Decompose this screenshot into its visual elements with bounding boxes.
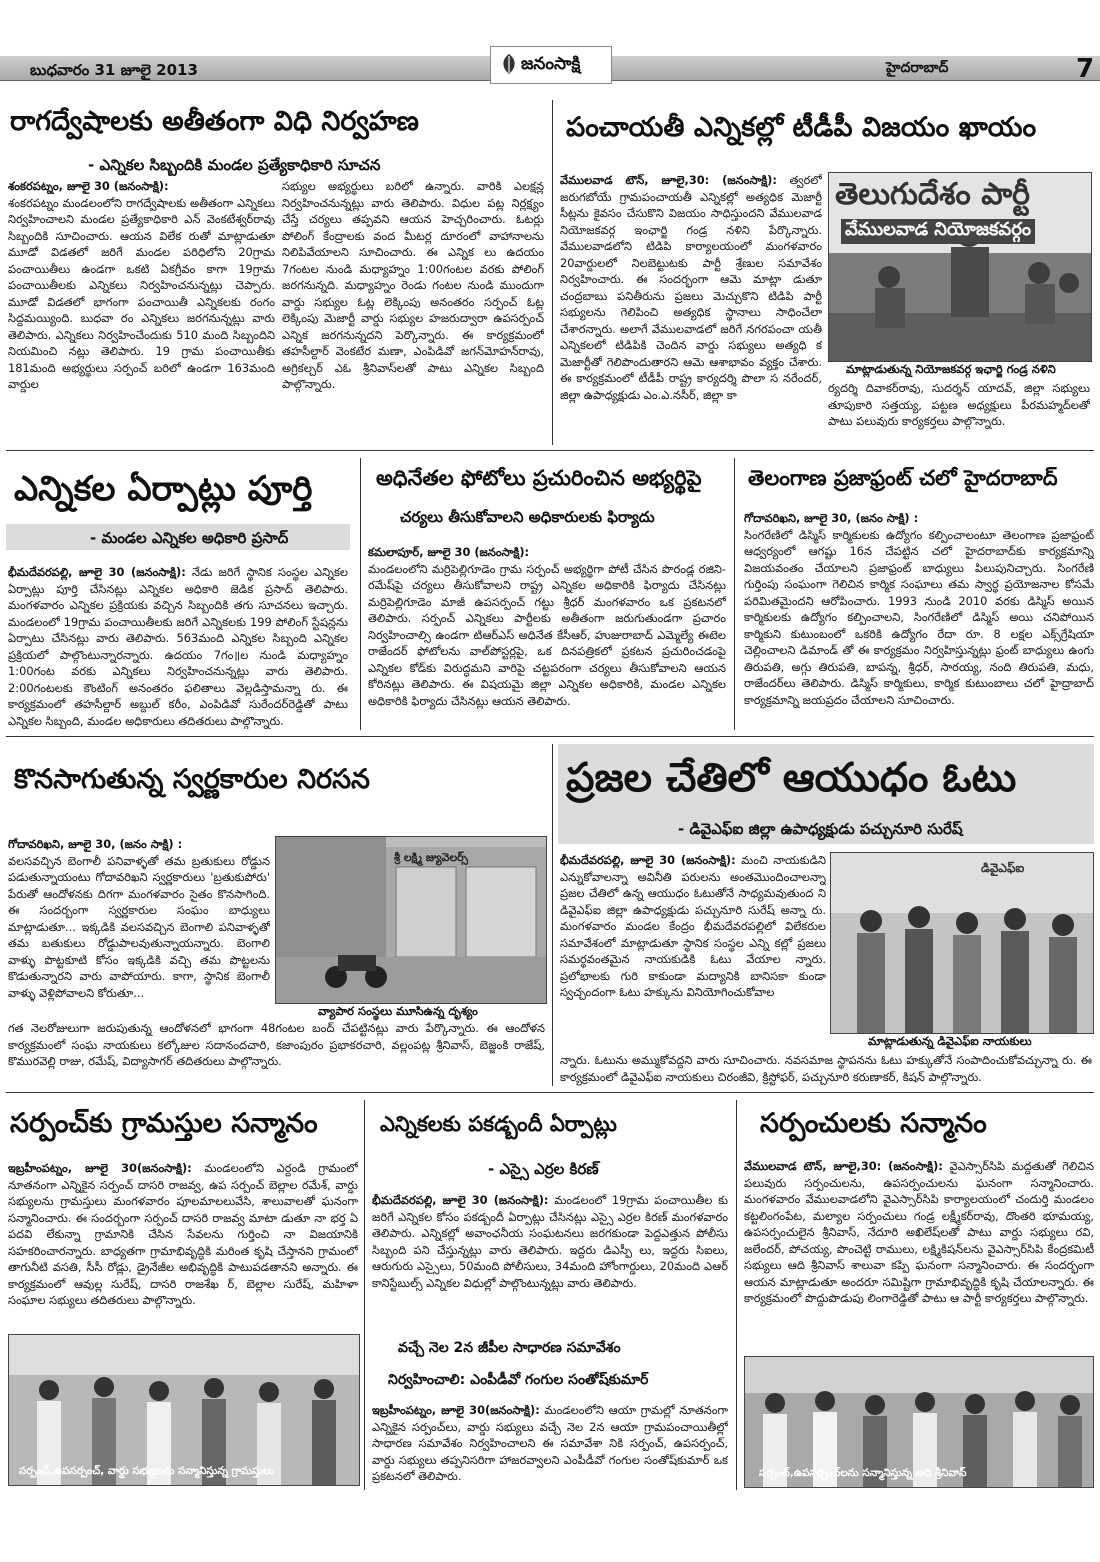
photo-banner-subtext: వేములవాడ నియోజకవర్గం: [841, 219, 1035, 244]
article-a7-col: [560, 852, 826, 1052]
headline-a11: సర్పంచులకు సన్మానం: [760, 1108, 987, 1139]
photo-banner-dyfi: డివైఎఫ్ఐ: [981, 861, 1025, 875]
article-a2-col1: [560, 172, 822, 447]
article-a10: [372, 1402, 728, 1492]
photo-sarpanch-felicitation: [8, 1334, 360, 1486]
issue-date: బుధవారం 31 జూలై 2013: [30, 61, 198, 79]
page-number: 7: [1076, 54, 1095, 84]
headline-a3: ఎన్నికల ఏర్పాట్లు పూర్తి: [14, 469, 313, 509]
subhead-a9: - ఎస్సై ఎర్రల కిరణ్: [488, 1160, 599, 1178]
article-a2-col2: [828, 380, 1090, 446]
article-a6-col: [8, 836, 270, 1018]
article-a4: [368, 544, 726, 729]
dateline-a4: కమలాపూర్, జూలై 30 (జనంసాక్షి):: [368, 545, 530, 559]
column-divider: [360, 458, 361, 730]
headline-a5: తెలంగాణ ప్రజాఫ్రంట్ చలో హైదరాబాద్: [748, 466, 1058, 490]
article-a6-text2: గత నెలరోజులుగా జరుపుతున్న ఆందోళనలో భాగంగా 48గంటల బంద్ చేపట్టినట్లు వారు పేర్కొన్నారు. ఈ ఆందోళన కార్యక్రమంలో సంఘ నాయకులు కల్కోజుల సదానందచారి, కజాంపురం ప్రభాకరచారి, వల్లంపట్ల శ్రీనివాస్, బెజ్జంకి రాజేష్, కొమురవెల్లి రాజు, రమేష్, విద్యాసాగర్ తదితరులు పాల్గొన్నారు.: [8, 1021, 545, 1068]
dateline-a9: భీమదేవరపల్లి, జూలై 30 (జనంసాక్షి):: [372, 1193, 549, 1207]
article-a6-wide: [8, 1020, 545, 1084]
subhead-a4: చర్యలు తీసుకోవాలని అధికారులకు ఫిర్యాదు: [400, 508, 655, 526]
article-a10-text: మండలంలోని ఆయా గ్రామల్లో నూతనంగా ఎన్నికైన సర్పంచ్‌లు, వార్డు సభ్యులు వచ్చే నెల 2న ఆయా గ్రామపంచాయితీల్లో సాధారణ సమావేశం నిర్వహించాలని ఈ సమావేశా నికి సర్పంచ్, ఉపసర్పంచ్, వార్డు సభ్యులు తప్పనిసరిగా హాజరవ్వాలని ఎంపీడీవో గంగుల సంతోష్‌కుమార్ ఒక ప్రకటనలో తెలిపారు.: [372, 1403, 728, 1483]
headline-a4: అధినేతల ఫోటోలు ప్రచురించిన అభ్యర్థిపై: [376, 466, 702, 490]
newspaper-logo: [490, 46, 612, 84]
article-a6-text1: వలసవచ్చిన బెంగాలీ పనివాళ్ళతో తమ బ్రతుకులు రోడ్డున పడుతున్నాయంటు గోదావరిఖని స్వర్ణకారులు 'బ్రతుకుపోరు' పేరుతో ఆందోళనకు దిగగా మంగళవారం సైతం కొనసాగింది. ఈ సందర్బంగా స్వర్ణకారుల సంఘం బాధ్యులు మాట్లాడుతూ... ఇక్కడికి వలసవచ్చిన బెంగాలి పనివాళ్ళతో తమ బతుకులు రోడ్డుపాలవుతున్నాయన్నారు. బెంగాలి వాళ్ళు పొట్టకూటి కోసం ఇక్కడికి వచ్చి తమ పొట్టలను కొడుతున్నారని వారు వాపోయారు. కాగా, స్థానిక బెంగాలీ వాళ్ళు వెళ్లిపోవాలని కోరుతూ...: [8, 853, 270, 1000]
headline-a7: ప్రజల చేతిలో ఆయుధం ఓటు: [566, 755, 1017, 801]
article-a1-col2: [282, 178, 544, 443]
article-a8-text: మండలంలోని ఎర్దండి గ్రామంలో నూతనంగా ఎన్నికైన సర్పంచ్ దాసరి రాజవ్వ, ఉప సర్పంచ్ బెల్లాల రమేశ్, వార్డు సభ్యులను గ్రామస్తులు మంగళవారం పూలమాలలువేసి, శాలువాలతో ఘనంగా సన్మానించారు. ఈ సందర్బంగా సర్పంచ్ దాసరి రాజవ్వ మాటా డుతూ నా భర్త ఏ పదవి లేకున్నా గ్రామానికి చేసిన సేవలను గుర్తించి నా విజయానికి సహకరించారన్నారు. బాధ్యతగా గ్రామాభివృద్ధికి మరింత కృషి చేస్తానని గ్రామంలో తాగునీటి వసతి, సీసీ రోడ్లు, డ్రైనేజీల అభివృద్ధికి పాటుపడతానని అన్నారు. ఈ కార్యక్రమంలో ఆవుల్ల సురేష్, దాసరి రాజశేఖ ర్, బెల్లాల సురేష్, మహిళా సంఘాల సభ్యులు తదితరులు పాల్గొన్నారు.: [8, 1161, 358, 1307]
headline-a2: పంచాయతీ ఎన్నికల్లో టీడీపీ విజయం ఖాయం: [566, 112, 1037, 143]
article-a1-col1: [8, 178, 275, 443]
dateline-a10: ఇబ్రహీంపట్నం, జూలై 30(జనంసాక్షి):: [372, 1403, 540, 1417]
article-a7-text1: మంచి నాయకుడిని ఎన్నుకోవాలన్నా అవినీతి పరులను అంతమొందించాలన్నా ప్రజల చేతిలో ఉన్న ఆయుధం ఓటుతోనే సాధ్యమవుతుంద ని డివైఎఫ్ఐ జిల్లా ఉపాధ్యక్షుడు పచ్చునూరి సురేష్ అన్నా రు. మంగళవారం మండల కేంద్రం భీమదేవరపల్లిలో విలేకరుల సమావేశంలో మాట్లాడుతూ స్థానిక సంస్థల ఎన్ని కల్లో ప్రజలు సమర్థవంతమైన నాయకుడికి ఓటు వేయాల న్నారు. ప్రలోభాలకు గురి కాకుండా మద్యానికి బానిసకా కుండా స్వచ్చందంగా ఓటు హక్కును వినియోగించుకోవాల: [560, 853, 826, 999]
article-a7-wide: [560, 1052, 1092, 1086]
column-divider: [552, 744, 553, 1086]
photo-dyfi-leaders-image: [831, 853, 1093, 1033]
subhead-a3: - మండల ఎన్నికల అధికారి ప్రసాద్: [90, 529, 289, 547]
column-divider: [736, 1100, 737, 1490]
dateline-a11: వేములవాడ టౌన్, జూలై,30: (జనంసాక్షి):: [744, 1159, 943, 1173]
dateline-a3: భీమదేవరపల్లి, జూలై 30 (జనంసాక్షి):: [8, 565, 186, 579]
caption-a6: వ్యాపార సంస్థలు మూసిఉన్న దృశ్యం: [318, 1004, 478, 1018]
logo-wordmark: జనంసాక్షి: [521, 54, 581, 74]
column-divider: [552, 100, 553, 445]
article-a3-text: నేడు జరిగే స్థానిక సంస్థల ఎన్నికల ఏర్పాట్లు పూర్తి చేసినట్లు ఎన్నికల అధికారి జెడిక ప్రసాద్ తెలిపారు. మంగళవారం ఎన్నికల ప్రక్రియకు వచ్చిన సిబ్బందికి తగు సూచనలు ఇచ్చారు. మండలంలో 19గ్రామ పంచాయితీలకు జరిగే ఎన్నికలకు 199 పోలింగ్ స్టేషన్లను ఏర్పాటు చేసినట్లు వారు తెలిపారు. 563మంది ఎన్నికల సిబ్బంది ఎన్నికల ప్రక్రియలో పాల్గొంటున్నారన్నారు. ఉదయం 7గం॥ల నుండి మధ్యాహ్నం 1:00గంట వరకు ఎన్నికలు నిర్వహించనున్నట్లు వారు తెలిపారు. 2:00గంటలకు కౌంటింగ్ అనంతరం ఫలితాలు వెల్లడిస్తామన్నా రు. ఈ కార్యక్రమంలో తహసీల్దార్ అబ్దుల్ కరీం, ఎంపిడివో సురేందర్‌రెడ్డితో పాటు ఎన్నికల సిబ్బంది, మండల అధికారులు తదితరులు పాల్గొన్నారు.: [8, 565, 348, 728]
article-a1-text2: సభ్యుల అభ్యర్థులు బరిలో ఉన్నారు. వారికి ఎలక్షన్ల నిర్వహించనున్నట్లు వారు తెలిపారు. విధుల పట్ల నిర్లక్ష్యం చేస్తే చర్యలు తప్పవని ఆయన హెచ్చరించారు. ఓటర్లు పోలింగ్ కేంద్రాలకు వంద మీటర్ల దూరంలో వాహానాలను నిలిపివేయాలని సూచించారు. ఈ ఎన్నిక లు ఉదయం 7గంటల నుండి మధ్యాహ్నం 1:00గంటల వరకు పోలింగ్ జరగనున్నది. మధ్యాహ్నం రెండు గంటల నుండి ముందుగా వార్డు సభ్యుల ఓట్ల లెక్కింపు అనంతరం సర్పంచ్ ఓట్ల లెక్కింపు మెజార్టీ వార్డు సభ్యుల హజరుద్వారా ఉపసర్పంచ్ ఎన్నిక జరగనున్నదని పెర్కొన్నారు. ఈ కార్యక్రమంలో తహసీల్దార్ వెంకటేర మణా, ఎంపిడివో జగన్‌మోహన్‌రావు, అగ్రికల్చర్ ఎఓ శ్రీనివాస్‌లతో పాటు ఎన్నికల సిబ్బంది పాల్గొన్నారు.: [282, 179, 544, 391]
article-a9-text: మండలంలో 19గ్రామ పంచాయితీల కు జరిగే ఎన్నికల కోసం పకడ్బందీ ఏర్పాట్లు చేసినట్లు ఎస్సై ఎర్రల కిరణ్ మంగళవారం తెలిపారు. ఎన్నికల్లో అవాంఛనీయ సంఘటనలు జరగకుండా పెద్దఎత్తున పోలీసు సిబ్బంది పని చేస్తున్నట్లు వారు తెలిపారు. ఇద్దరు డిఎస్పీ లు, ఇద్దరు సిఐలు, ఆరుగురు ఎస్సైలు, 50మంది పోలీసులు, 34మంది హోంగార్డులు, 20మంది ఎఆర్ కానిస్టేబుల్స్ ఎన్నికల విధుల్లో పాల్గొంటున్నట్లు వారు తెలిపారు.: [372, 1193, 728, 1290]
dateline-a6: గోదావరిఖని, జూలై 30, (జనం సాక్షి) :: [8, 837, 183, 851]
article-a4-text: మండలంలోని మర్రిపెల్లిగూడెం గ్రామ సర్పంచ్ అభ్యర్థిగా పోటీ చేసిన పొరండ్ల రజిని-రమేష్‌పై చర్యలు తీసుకోవాలని రాష్ట్ర ఎన్నికల అధికారికి ఫిర్యాదు చేసినట్లు మర్రిపెల్లిగూడెం మాజీ ఉపసర్పంచ్ గట్టు శ్రీధర్ మంగళవారం ఒక ప్రకటనలో తెలిపారు. సర్పంచ్ ఎన్నికలు పార్టీలకు అతీతంగా జరుగుతుండగా ప్రచారం నిర్వహించాల్సి ఉండగా టిఆర్‌ఎస్ అధినేత కేసీఆర్, హుజురాబాద్ ఎమ్మెల్యే ఈటెల రాజేందర్ ఫోటోలను వాల్‌పోస్టర్లపై, ఒక దినపత్రికలో ప్రకటన ప్రచురించడంపై ఎన్నికల కోడ్‌కు విరుద్ధమని వారిపై చట్టపరంగా చర్యలు తీసుకోవాలని ఆయన కోరినట్లు తెలిపారు. ఈ విషయమై జిల్లా ఎన్నికల అధికారికి, మండల ఎన్నికల అధికారికి ఫిర్యాదు చేసినట్లు ఆయన తెలిపారు.: [368, 561, 726, 708]
article-a11: [744, 1158, 1094, 1354]
row-divider: [6, 736, 1094, 737]
headline-a1: రాగద్వేషాలకు అతీతంగా విధి నిర్వహణ: [10, 106, 419, 137]
subhead-a7: - డివైఎఫ్ఐ జిల్లా ఉపాధ్యక్షుడు పచ్చునూరి సురేష్: [678, 820, 963, 838]
article-a2-text1: త్వరలో జరుగబోయే గ్రామపంచాయతీ ఎన్నికల్లో అత్యధిక మెజార్టీ సీట్లను కైవసం చేసుకొని విజయం సాధిస్తుందని వేములవాడ నియోజకవర్గ ఇంఛార్జి గండ్ర నళిని పేర్కొన్నారు. వేములవాడలోని టిడిపి కార్యాలయంలో మంగళవారం 20వార్డులలో నిలబెట్టుటకు పార్టీ శ్రేణుల సమావేశం నిర్వహించారు. ఈ సందర్భంగా ఆమె మాట్లా డుతూ చంద్రబాబు పనితీరును ప్రజలు మెచ్చుకొని టిడిపి పార్టీ సభ్యులను గెలిపించి అత్యధిక స్థానాలు సాధించేలా చేశారన్నారు. అలాగే వేములవాడలో జరిగే నగరపంచా యతీ ఎన్నికలలో టిడిపికి చెందిన వార్డు సభ్యులు అత్యధి క మెజార్టీతో గెలిపొందుతారని ఆమె ఆశాభావం వ్యక్తం చేశారు. ఈ కార్యక్రమంలో టీడీపీ రాష్ట్ర కార్యదర్శి పొలా స నరేందర్, జిల్లా ఉపాధ్యక్షుడు ఎం.ఎ.నసీర్, జిల్లా కా: [560, 173, 822, 402]
headline-a9: ఎన్నికలకు పకడ్బందీ ఏర్పాట్లు: [380, 1112, 617, 1136]
headline-a10-line2: నిర్వహించాలి: ఎంపీడీవో గంగుల సంతోష్‌కుమార్: [388, 1372, 649, 1388]
article-a5: [744, 510, 1094, 730]
article-a11-text: వైఎస్సార్‌సిపి మద్దతుతో గెలిచిన పలువురు సర్పంచులను, ఉపసర్పంచులను ఘనంగా సన్మానించారు. మంగళవారం వేములవాడలోని వైఎస్సార్‌సిపి కార్యాలయంలో చందుర్తి మండలం కట్టలింగంపేట, మల్యాల సర్పంచులు గండ్ర లక్ష్మీకర్‌రావు, దొంతరి భూమయ్య, ఉపసర్పంచులైన శ్రీనివాస్, నేదూరి అఖిలేష్‌లతో పాటు వార్డు సభ్యులు రవి, జలేందర్, పోచయ్య, పొంచెట్టి రాములు, లక్ష్మికిషన్‌లను వైఎస్సార్‌సిపి కేంద్రకమిటీ సభ్యులు ఆది శ్రీనివాస్ శాలువా కప్పి ఘనంగా సన్మానించారు. ఈ సందర్భంగా ఆయన మాట్లాడుతూ అందరూ సమిష్టిగా గ్రామాభివృద్ధికి కృషి చేయాలన్నారు. ఈ కార్యక్రమంలో పొద్దుపొడుపు లింగారెడ్డితో పాటు ఆ పార్టీ కార్యకర్తలు పాల్గొన్నారు.: [744, 1159, 1094, 1305]
caption-a11: సర్పంచ్,ఉపసర్పంచ్‌లను సన్మానిస్తున్న ఆది శ్రీనివాస్: [759, 1467, 967, 1479]
photo-dyfi-leaders: [830, 852, 1094, 1034]
photo-closed-shops: [275, 836, 547, 1004]
article-a3: [8, 564, 348, 729]
dateline-a7: భీమదేవరపల్లి, జూలై 30 (జనంసాక్షి):: [560, 853, 736, 867]
caption-a8: సర్పంచ్,ఉపసర్పంచ్, వార్డు సభ్యులను సన్మానిస్తున్న గ్రామస్తులు: [19, 1465, 275, 1477]
article-a7-text2: న్నారు. ఓటును అమ్ముకోవద్దని వారు సూచించారు. నవసమాజ స్థాపనను ఓటు హక్కుతోనే సంపాదించుకోవచ్చున్నా రు. ఈ కార్యక్రమంలో డివైఎఫ్ఐ నాయకులు చిరంజీవి, క్రిస్టోఫర్, పచ్చునూరి కరుణాకర్, కిషన్ పాల్గొన్నారు.: [560, 1053, 1092, 1084]
headline-a8: సర్పంచ్‌కు గ్రామస్తుల సన్మానం: [10, 1108, 318, 1139]
caption-a7: మాట్లాడుతున్న డివైఎఫ్ఐ నాయకులు: [868, 1034, 1032, 1048]
article-a8: [8, 1160, 358, 1330]
photo-sarpanch-honour: [744, 1356, 1094, 1488]
shop-sign-text: శ్రీ లక్ష్మి జ్యువెలర్స్: [394, 851, 468, 864]
leaf-logo-icon: [499, 53, 519, 75]
article-a2-text2: ర్యదర్శి దివాకర్‌రావు, సుదర్శన్ యాదవ్, జిల్లా సభ్యులు తూపుకారి సత్తయ్య, పట్టణ అధ్యక్షులు పీరమహ్మద్‌లతో పాటు పలువురు కార్యకర్తలు పాల్గొన్నారు.: [828, 381, 1090, 428]
column-divider: [734, 458, 735, 730]
dateline-a1: శంకరపట్నం, జూలై 30 (జనంసాక్షి):: [8, 179, 169, 193]
caption-a2: మాట్లాడుతున్న నియోజకవర్గ ఇఛార్జి గండ్ర నళిని: [846, 362, 1056, 376]
headline-a6: కొనసాగుతున్న స్వర్ణకారుల నిరసన: [14, 764, 370, 795]
headline-a10-line1: వచ్చే నెల 2న జీపీల సాధారణ సమావేశం: [398, 1340, 621, 1356]
dateline-a2: వేములవాడ టౌన్, జూలై,30: (జనంసాక్షి):: [560, 173, 777, 187]
photo-tdp-meeting: [828, 172, 1092, 362]
dateline-a5: గోదావరిఖని, జూలై 30, (జనం సాక్షి) :: [744, 511, 919, 525]
edition-city: హైదరాబాద్: [886, 60, 949, 76]
article-a1-text1: శంకరపట్నం మండలంలోని రాగద్వేషాలకు అతీతంగా ఎన్నికలు నిర్వహించాలని మండల ప్రత్యేకాధికారి ఎన్ వెంకటేశ్వర్‌రావు సిబ్బందికి సూచించారు. ఆయన విలేక రుతో మాట్లాడుతూ మూడో విడతలో జరిగే మండల పరిధిలోని 20గ్రామ పంచాయితీలు ఉండగా ఒకటి ఏకగ్రీవం కాగా 19గ్రామ పంచాయితీలకు ఎన్నికలు నిర్వహించనున్నట్లు చెప్పారు. మూడో విడతలో భాగంగా పంచాయితీ ఎన్నికలకు రంగం సిద్దమయ్యింది. బుధవా రం ఎన్నికలు జరగనున్నట్లు వారు తెలిపారు. ఎన్నికలు నిర్వహించేందుకు 510 మంది సిబ్బందిని నియమించి నట్లు తెలిపారు. 19 గ్రామ పంచాయితీకు 181మంది అభ్యర్థులు సర్పంచ్ బరిలో ఉండగా 163మంది వార్డుల: [8, 195, 275, 391]
article-a9: [372, 1192, 728, 1327]
row-divider: [6, 450, 1094, 451]
subhead-a1: - ఎన్నికల సిబ్బందికి మండల ప్రత్యేకాధికారి సూచన: [88, 156, 381, 174]
column-divider: [364, 1100, 365, 1490]
row-divider: [6, 1092, 1094, 1093]
article-a5-text: సింగరేణిలో డిస్మిస్ కార్మికులకు ఉద్యోగం కల్పించాలంటూ తెలంగాణ ప్రజాఫ్రంట్ ఆధ్వర్యంలో ఆగష్టు 16న చేపట్టిన చలో హైదరాబాద్‌కు కార్యక్రమాన్ని విజయవంతం చేయాలని ప్రజాఫ్రంట్ బాధ్యులు పిలుపునిచ్చారు. సింగరేణి గుర్తింపు సంఘంగా గెలిచిన కార్మిక సంఘాలు తమ స్వార్థ ప్రయోజనాల కోసమే పరిమితమైందని ఆరోపించారు. 1993 నుండి 2010 వరకు డిస్మిస్ అయిన కార్మికులకు ఉద్యోగం కల్పించాలని, సింగరేణిలో డిస్మిస్ అయి చనిపోయిన కార్మికుని కుటుంబంలో ఒకరికి ఉద్యోగం రేదా రూ. 8 లక్షల ఎక్స్‌గ్రేషియా చెల్లించాలని డిమాండ్ తో ఈ కార్యక్రమం నిర్వహిస్తున్నట్లు ఫ్రంట్ బాధ్యులు ఉంగు తిరుపతి, అగ్గు తిరుపతి, బాపన్న, శ్రీధర్, సారయ్య, నంది తిరుపతి, మధు, రాజేందర్‌లు తెలిపారు. డిస్మిస్ కార్మికులు, కార్మిక కుటుంబాలు చలో హైద్రాబాద్ కార్యక్రమాన్ని జయప్రదం చేయాలని సూచించారు.: [744, 527, 1094, 707]
photo-banner-text: తెలుగుదేశం పార్టీ: [835, 177, 1030, 212]
dateline-a8: ఇబ్రహీంపట్నం, జూలై 30(జనంసాక్షి):: [8, 1161, 192, 1175]
photo-sarpanch-felicitation-image: [9, 1335, 359, 1485]
